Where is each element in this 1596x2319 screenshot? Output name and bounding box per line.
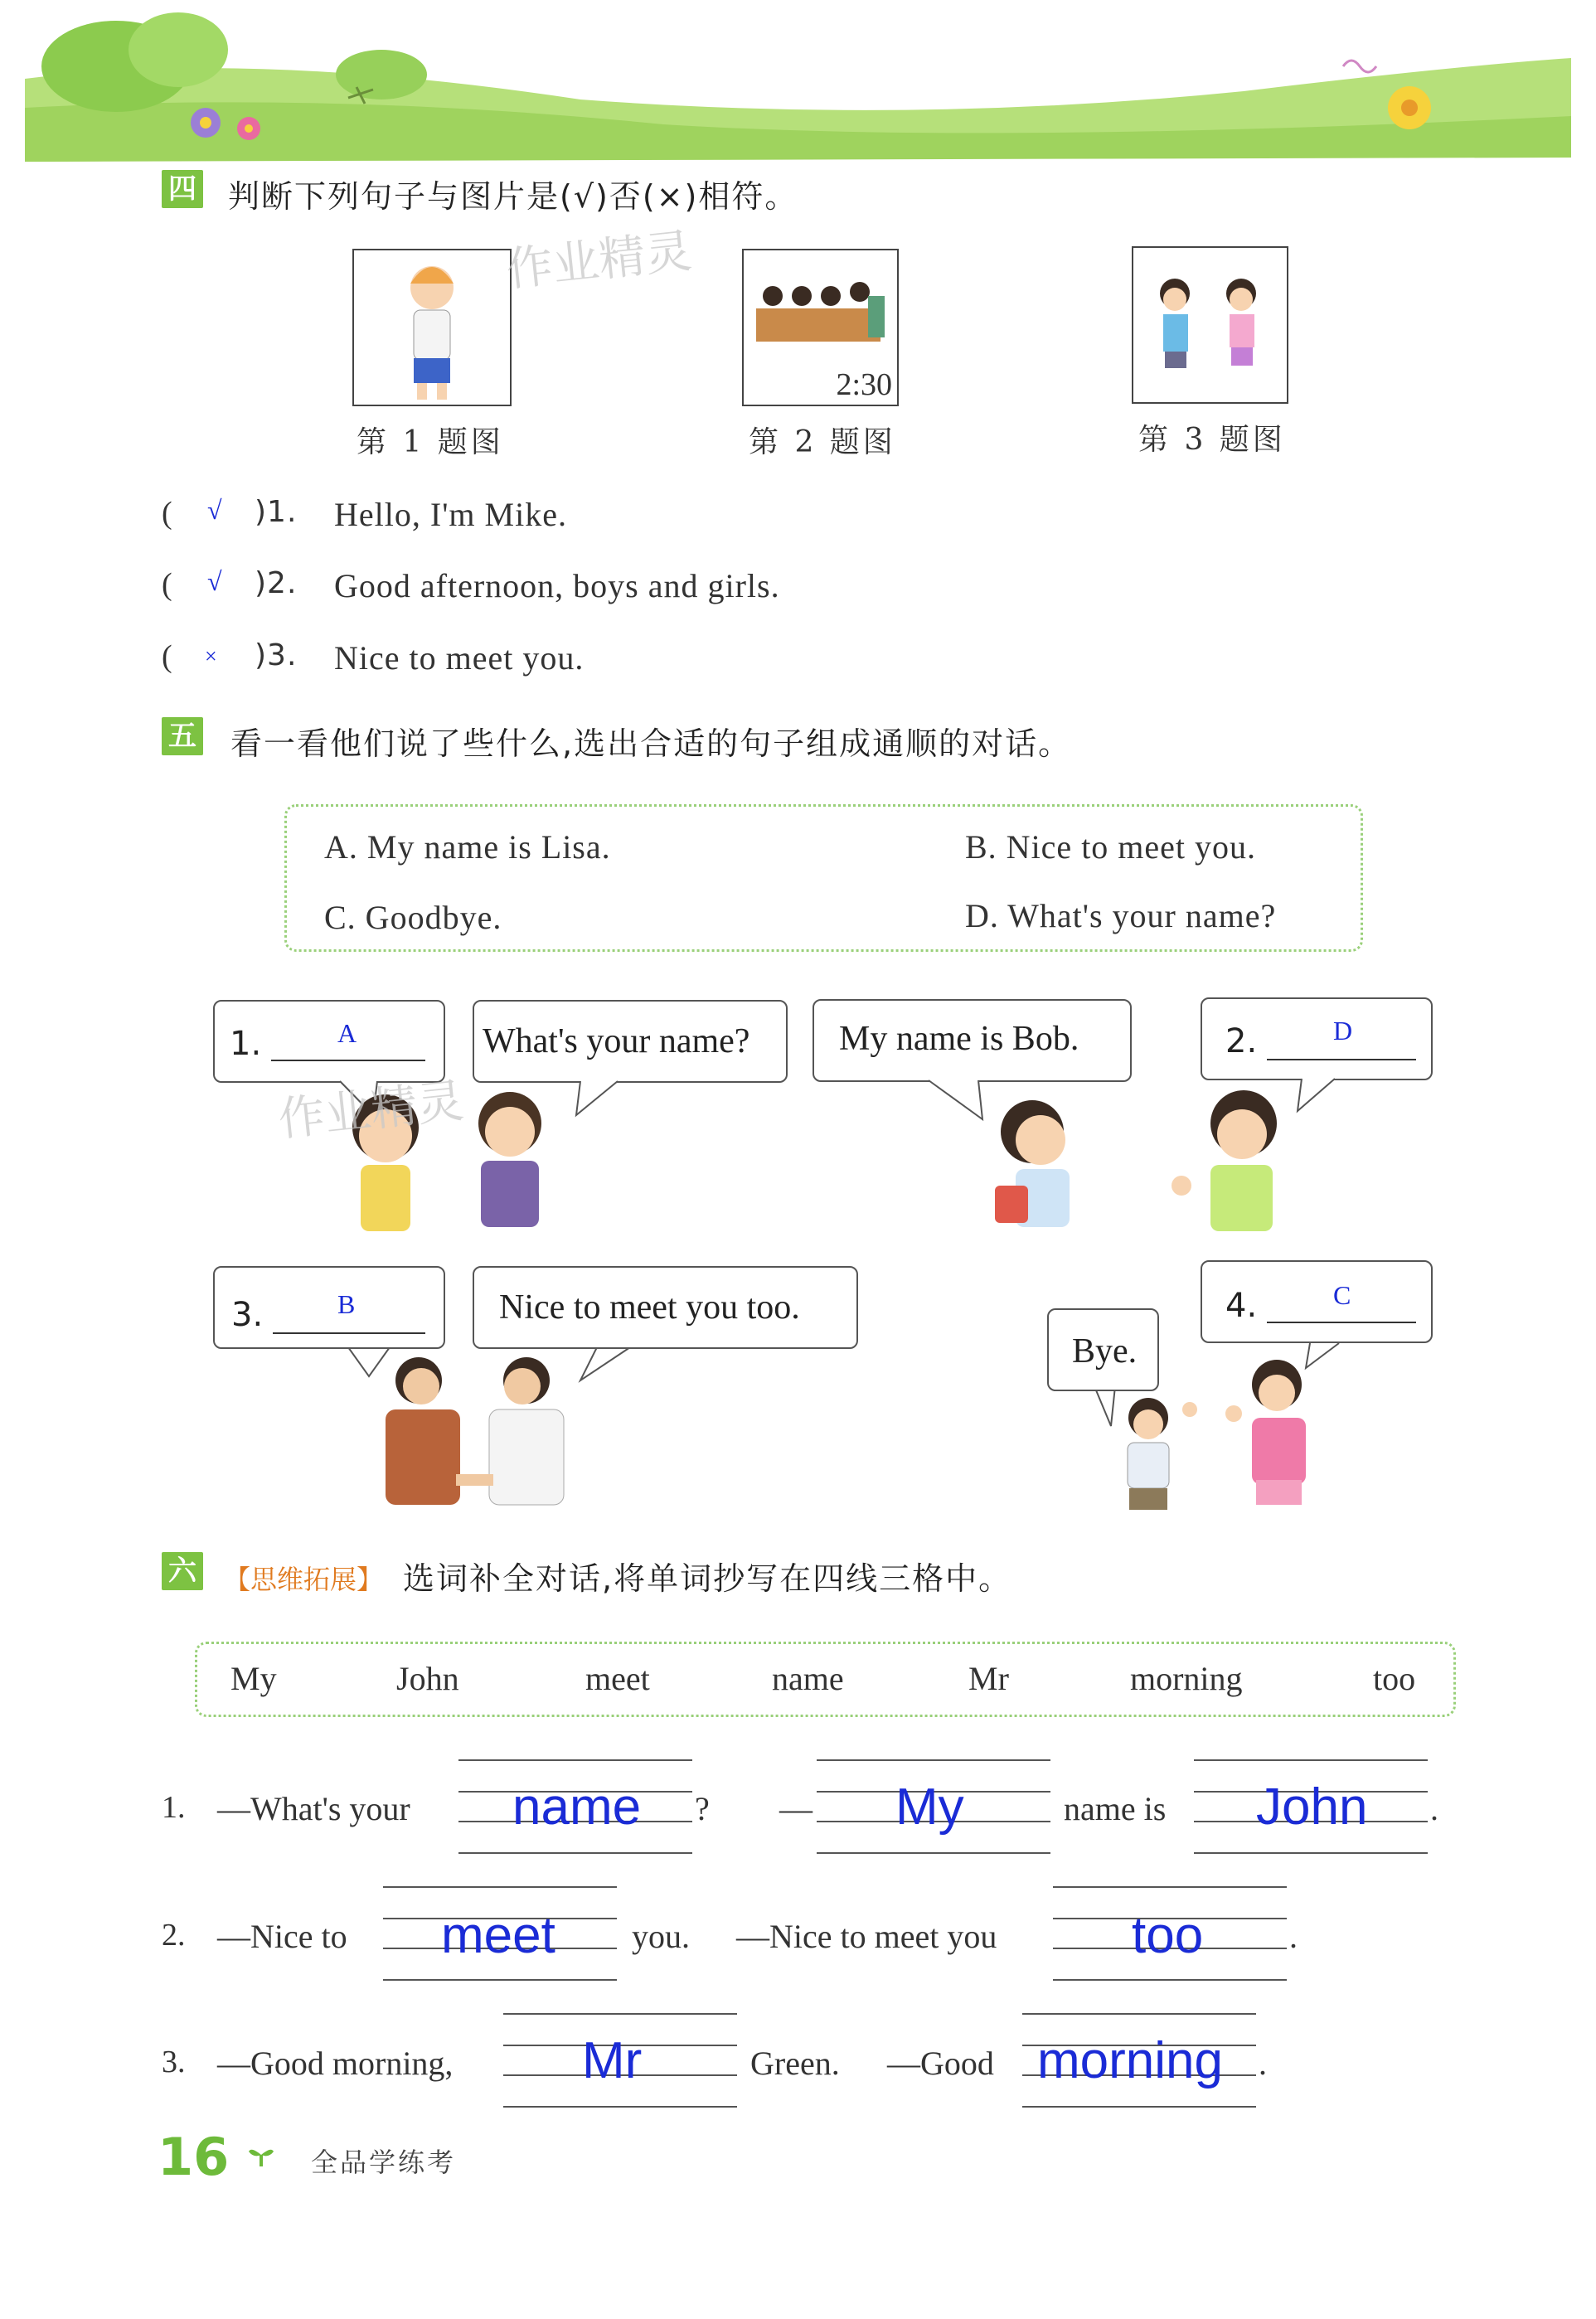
bubble-7-answer: C [1333,1280,1351,1310]
answer-mark-1: √ [207,495,223,525]
section-6-instruction: 选词补全对话,将单词抄写在四线三格中。 [403,1560,1012,1597]
bubble-1-answer: A [337,1018,357,1048]
clock-label: 2:30 [836,367,892,402]
four-line-grid-3b[interactable] [1022,2013,1256,2108]
fill-line-1-text-c: — [779,1790,813,1827]
section-6-badge: 六 [162,1552,203,1590]
open-paren: ( [162,639,173,674]
option-c: C. Goodbye. [324,899,502,936]
four-line-grid-1c[interactable] [1194,1759,1428,1854]
fill-line-3-text-d: . [1259,2045,1267,2082]
bubble-5-blank[interactable] [273,1332,425,1334]
word-bank-item: Mr [968,1660,1009,1697]
fill-line-1-text-b: ? [695,1790,710,1827]
item-text-1: Hello, I'm Mike. [334,496,567,533]
page-number: 16 [158,2127,230,2187]
answer-john: John [1256,1778,1368,1836]
section-5-instruction: 看一看他们说了些什么,选出合适的句子组成通顺的对话。 [230,725,1072,762]
bubble-5 [213,1266,445,1349]
fill-line-2-text-c: —Nice to meet you [736,1918,997,1955]
fill-line-2-text-b: you. [632,1918,690,1955]
answer-mark-2: √ [207,566,223,596]
four-line-grid-2b[interactable] [1053,1886,1287,1981]
bubble-5-answer: B [337,1289,356,1319]
open-paren: ( [162,567,173,602]
section-4-instruction: 判断下列句子与图片是(√)否(×)相符。 [228,178,798,215]
bubble-3-text: My name is Bob. [839,1020,1079,1058]
section-5-badge: 五 [162,717,203,755]
adults-handshake-illustration [373,1351,589,1509]
answer-my: My [895,1778,964,1836]
bubble-6 [473,1266,858,1349]
caption-3: 第 3 题图 [1138,423,1286,457]
bubble-5-number: 3. [231,1296,264,1334]
word-bank-item: meet [585,1660,650,1697]
caption-2: 第 2 题图 [749,425,896,459]
option-d: D. What's your name? [965,897,1277,934]
book-title: 全品学练考 [311,2147,457,2178]
waving-boy-illustration [1111,1393,1202,1513]
bubble-8 [1047,1308,1159,1391]
bubble-6-text: Nice to meet you too. [499,1288,800,1327]
waving-woman-illustration [1219,1356,1318,1509]
item-text-2: Good afternoon, boys and girls. [334,567,780,604]
bubble-1-number: 1. [230,1025,262,1063]
word-bank-item: My [230,1660,277,1697]
item-text-3: Nice to meet you. [334,639,585,677]
bubble-4-answer: D [1333,1016,1353,1045]
open-paren: ( [162,496,173,531]
fill-line-1-text-e: . [1430,1790,1438,1827]
option-b: B. Nice to meet you. [965,828,1257,866]
lisa-illustration [1161,1078,1302,1244]
item-number-2: )2. [255,566,298,600]
four-line-grid-2a[interactable] [383,1886,617,1981]
caption-1: 第 1 题图 [357,425,504,459]
item-number-1: )1. [255,495,298,529]
fill-line-1-text-d: name is [1064,1790,1167,1827]
four-line-grid-3a[interactable] [503,2013,737,2108]
answer-name: name [512,1778,642,1836]
bubble-7-blank[interactable] [1267,1322,1416,1323]
bubble-8-text: Bye. [1072,1332,1138,1371]
answer-meet: meet [441,1907,555,1964]
bubble-7-number: 4. [1225,1287,1258,1325]
answer-mr: Mr [582,2032,643,2089]
bubble-7 [1201,1260,1433,1343]
watermark: 作业精灵 [503,224,695,298]
section-4-badge: 四 [162,170,203,208]
fill-line-3-text-a: —Good morning, [217,2045,454,2082]
answer-morning: morning [1037,2032,1223,2089]
fill-line-2-number: 2. [162,1918,186,1953]
word-bank-item: John [396,1660,459,1697]
fill-line-2-text-a: —Nice to [217,1918,347,1955]
word-bank-item: too [1373,1660,1416,1697]
fill-line-3-text-b: Green. [750,2045,840,2082]
word-bank-item: morning [1130,1660,1243,1697]
watermark: 作业精灵 [275,1074,467,1147]
fill-line-3-number: 3. [162,2045,186,2079]
item-number-3: )3. [255,638,298,672]
option-a: A. My name is Lisa. [324,828,611,866]
answer-too: too [1132,1907,1204,1964]
word-bank-item: name [772,1660,844,1697]
bubble-2-text: What's your name? [483,1022,750,1060]
section-6-tag: 【思维拓展】 [224,1564,384,1595]
four-line-grid-1a[interactable] [458,1759,692,1854]
answer-mark-3: × [205,644,218,668]
fill-line-1-number: 1. [162,1790,186,1825]
fill-line-2-text-d: . [1289,1918,1298,1955]
sprout-icon [247,2143,275,2168]
bubble-4-number: 2. [1225,1022,1258,1060]
word-bank-box [195,1642,1456,1717]
fill-line-3-text-c: —Good [887,2045,994,2082]
fill-line-1-text-a: —What's your [217,1790,410,1827]
bob-illustration [987,1086,1111,1244]
four-line-grid-1b[interactable] [817,1759,1050,1854]
